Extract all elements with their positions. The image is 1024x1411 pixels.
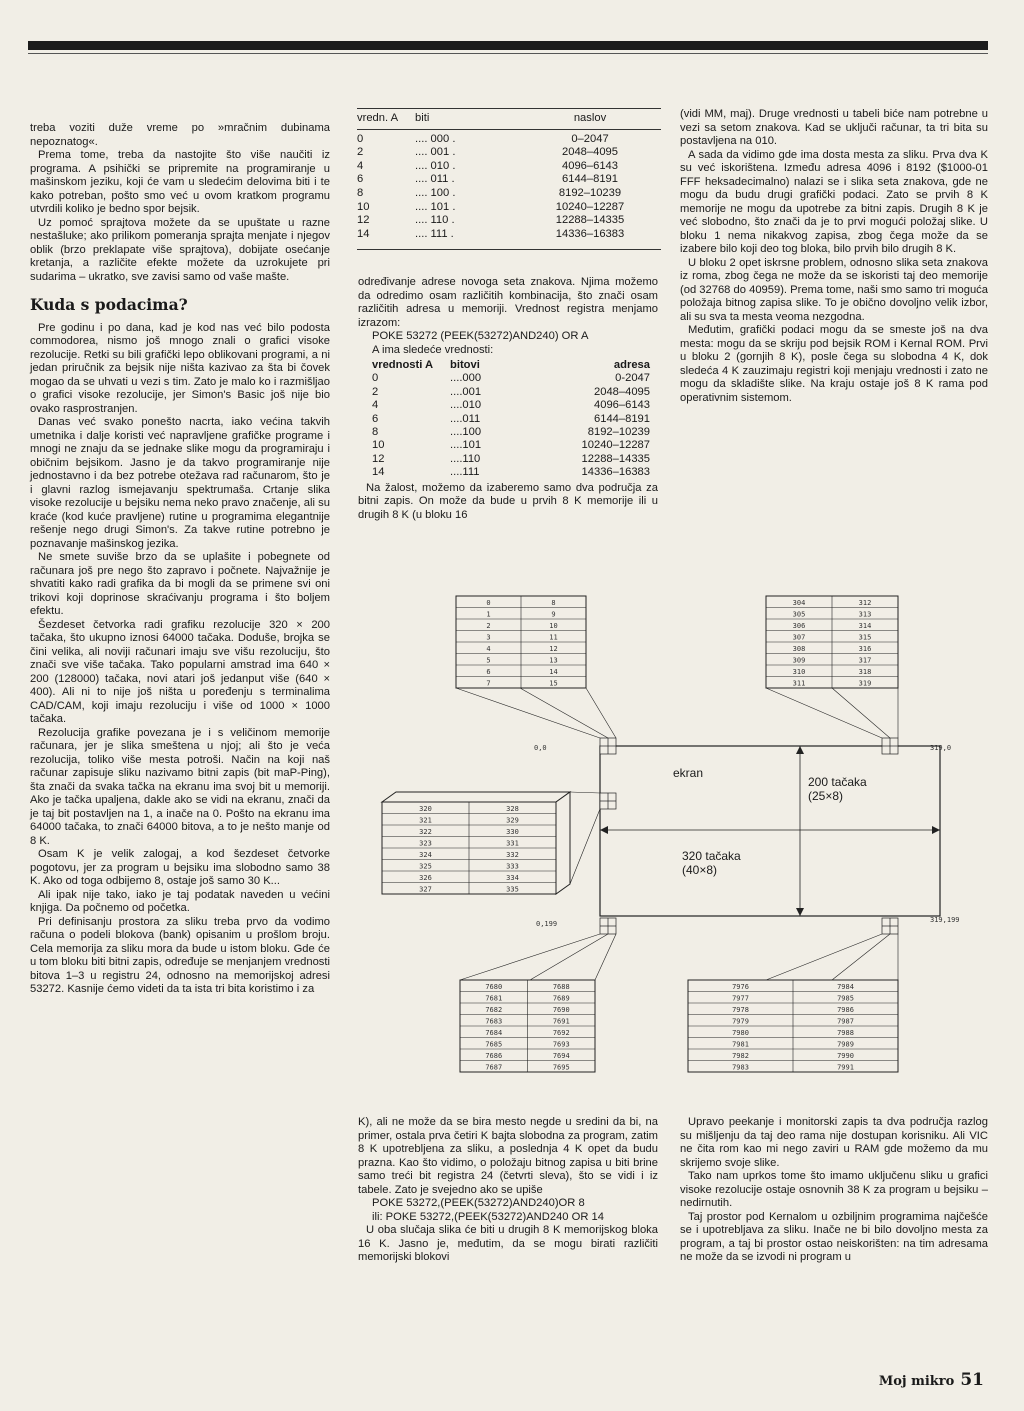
paragraph: (vidi MM, maj). Druge vrednosti u tabeli biće nam potrebne u vezi sa setom znakova. Kad se uključi računar, ta tri bita su postavljena na 010. bbox=[680, 108, 988, 147]
paragraph: Šezdeset četvorka radi grafiku rezolucije 320 × 200 tačaka, što ukupno iznosi 64000 tačaka. Doduše, brojka se čini velika, ali noviji računari imaju sve višu rezoluciju, što znači sve više tačaka. Tako popularni amstrad ima 640 × 200 (128000) tačaka, novi atari još jedanput više (640 × 400). Ali ni to nije još ništa u poređenju s terminalima CAD/CAM, koji imaju rezoluciju i više od 1000 × 1000 tačaka. bbox=[30, 618, 330, 725]
byte-address: 7684 bbox=[485, 1028, 503, 1037]
byte-address: 334 bbox=[506, 873, 519, 882]
byte-address: 7683 bbox=[485, 1017, 503, 1026]
table-row bbox=[372, 453, 662, 466]
width-label: 320 tačaka bbox=[682, 849, 741, 863]
table-cell: 0 bbox=[372, 372, 379, 385]
table-cell: 0-2047 bbox=[615, 372, 650, 385]
table-cell: 14336–16383 bbox=[555, 227, 625, 240]
table-cell: 12288–14335 bbox=[581, 452, 650, 465]
table-row bbox=[372, 426, 662, 439]
table-cell: ....010 bbox=[450, 399, 482, 412]
table-cell: ....110 bbox=[450, 452, 481, 465]
table-row bbox=[372, 466, 662, 479]
table-row bbox=[357, 146, 661, 160]
paragraph: Međutim, grafički podaci mogu da se smeste još na dva mesta: mogu da se skriju pod bejsik ROM i Kernal ROM. Prvi u bloku 2 (gornjih 8 K), posle čega su slobodna 4 K, dok sledeća 4 K zauzimaju registri koji menjaju vrednosti i zato ne mogu da skladište slike. Na kraju ostaje još 8 K rama pod operativnim sistemom. bbox=[680, 324, 988, 404]
paragraph: K), ali ne može da se bira mesto negde u sredini da bi, na primer, ostala prva četiri K bajta slobodna za program, zatim 8 K upotrebljena za sliku, a poslednja 4 K opet da budu prazna. Kao što vidimo, o položaju bitnog zapisa u biti brine samo treći bit registra 24 (četvrti sleva), što se vidi i iz tabele. Zato je svejedno ako se upiše bbox=[358, 1116, 658, 1196]
bits-address-table bbox=[357, 108, 661, 250]
table-cell: 2 bbox=[372, 385, 379, 398]
column-middle bbox=[358, 276, 658, 522]
byte-address: 7694 bbox=[552, 1051, 570, 1060]
byte-address: 316 bbox=[858, 644, 872, 653]
byte-address: 7685 bbox=[485, 1040, 503, 1049]
byte-address: 314 bbox=[858, 621, 872, 630]
byte-address: 318 bbox=[858, 667, 872, 676]
byte-address: 11 bbox=[549, 633, 558, 642]
byte-address: 1 bbox=[486, 610, 491, 619]
byte-address: 304 bbox=[792, 598, 806, 607]
byte-address: 321 bbox=[419, 816, 432, 825]
table-cell: 8 bbox=[357, 186, 364, 199]
byte-address: 7982 bbox=[732, 1051, 749, 1060]
table-cell: .... 010 . bbox=[415, 159, 456, 172]
page-footer bbox=[879, 1370, 984, 1390]
byte-address: 7689 bbox=[552, 994, 570, 1003]
table-cell: .... 101 . bbox=[415, 200, 456, 213]
byte-address: 7976 bbox=[732, 982, 749, 991]
table-cell: .... 011 . bbox=[415, 173, 455, 186]
screen-rectangle bbox=[600, 746, 940, 916]
table-cell: 8 bbox=[372, 426, 379, 439]
byte-address: 331 bbox=[506, 839, 519, 848]
byte-address: 322 bbox=[419, 827, 432, 836]
byte-address: 7985 bbox=[837, 994, 854, 1003]
byte-address: 7990 bbox=[837, 1051, 854, 1060]
byte-address: 8 bbox=[551, 598, 556, 607]
table-row bbox=[357, 201, 661, 215]
column-header: adresa bbox=[613, 359, 650, 371]
coord-top-left: 0,0 bbox=[534, 744, 547, 752]
byte-address: 307 bbox=[792, 633, 806, 642]
paragraph: U oba slučaja slika će biti u drugih 8 K memorijskog bloka 16 K. Jasno je, međutim, da se mogu birati različiti memorijski blokovi bbox=[358, 1224, 658, 1263]
table-row bbox=[372, 399, 662, 412]
coord-bottom-right: 319,199 bbox=[930, 916, 960, 924]
byte-address: 7989 bbox=[837, 1040, 854, 1049]
table-cell: ....001 bbox=[450, 385, 482, 398]
code-line: POKE 53272,(PEEK(53272)AND240)OR 8 bbox=[372, 1197, 585, 1209]
coord-bottom-left: 0,199 bbox=[536, 920, 558, 928]
byte-address: 7686 bbox=[485, 1051, 503, 1060]
byte-address: 2 bbox=[486, 621, 491, 630]
screen-label: ekran bbox=[673, 766, 704, 780]
paragraph: Danas već svako ponešto nacrta, iako većina takvih umetnika i dalje koristi već napravljene grafičke programe i mnogi ne znaju da se jednake slike mogu da programiraju i običnim bejsikom. Jasno je da takvo programiranje nije jednostavno i da bez potrebe otežava rad računarom, što je i glavni razlog ismejavanju spektrumaša. Crtanje slika visoke rezolucije u bejsiku nema neko pravo značenje, ali su kraće (kod kuće pravljene) rutine u programima elegantnije rešenje nego drugi Simon's. Za takve rutine potrebno je poznavanje mašinskog jezika. bbox=[30, 416, 330, 550]
byte-address: 4 bbox=[486, 644, 491, 653]
table-row bbox=[357, 160, 661, 174]
table-cell: ....111 bbox=[450, 466, 480, 479]
byte-address: 13 bbox=[549, 656, 558, 665]
column-left bbox=[30, 122, 330, 997]
byte-address: 7983 bbox=[732, 1063, 749, 1072]
screen-memory-diagram bbox=[370, 588, 990, 1078]
paragraph: A ima sledeće vrednosti: bbox=[372, 343, 494, 356]
table-cell: ....000 bbox=[450, 372, 482, 385]
paragraph: Rezolucija grafike povezana je i s veličinom memorije računara, jer je slika smeštena u njoj; ali što je veća rezolucija, toliko više mesta potroši. Način na koji naš računar zapisuje sliku nazivamo bitni zapis (bit maP-Ping), šta znači da svaka tačka na ekranu ima svoj bit u memoriji. Ako je tačka upaljena, dakle ako se vidi na ekranu, znači da je taj bit postavljen na 1, a inače na 0. Pošto na ekranu ima 64000 tačaka, to znači 64000 bitova, a to je nešto manje od 8 K. bbox=[30, 726, 330, 847]
table-cell: 4096–6143 bbox=[594, 399, 650, 412]
paragraph: Ne smete suviše brzo da se uplašite i pobegnete od računara još pre nego što zapravo i počnete. Najvažnije je shvatiti kako radi grafika da bi mogli da se primene svi oni trikovi koji doprinose skraćivanju programa i što boljem efektu. bbox=[30, 551, 330, 617]
byte-address: 309 bbox=[792, 656, 806, 665]
byte-address: 328 bbox=[506, 804, 519, 813]
table-bottom-rule bbox=[357, 241, 661, 250]
table-cell: .... 001 . bbox=[415, 146, 456, 159]
paragraph: određivanje adrese novoga seta znakova. Njima možemo da odredimo osam različitih kombinacija, što znači osam različitih adresa u memoriji. Vrednost registra menjamo izrazom: bbox=[358, 276, 658, 329]
byte-address: 7978 bbox=[732, 1005, 749, 1014]
values-table bbox=[372, 359, 662, 480]
column-header: vredn. A bbox=[357, 112, 399, 124]
byte-address: 327 bbox=[419, 885, 432, 894]
paragraph: U bloku 2 opet iskrsne problem, odnosno slika seta znakova iz roma, zbog čega ne može da se iskoristi taj deo memorije (od 32768 do 40959). Prema tome, naši smo samo tri moguća položaja bitnog zapisa slike. To je obično dovoljno velik izbor, ali su sva ta mesta veoma nezgodna. bbox=[680, 256, 988, 323]
byte-address: 7687 bbox=[485, 1063, 503, 1072]
paragraph: treba voziti duže vreme po »mračnim dubinama nepoznatog«. bbox=[30, 122, 330, 148]
byte-address: 14 bbox=[549, 667, 558, 676]
byte-address: 315 bbox=[858, 633, 872, 642]
byte-address: 313 bbox=[858, 610, 872, 619]
table-cell: 0 bbox=[357, 132, 364, 145]
byte-address: 7680 bbox=[485, 982, 503, 991]
table-cell: 12 bbox=[372, 452, 385, 465]
byte-address: 306 bbox=[792, 621, 806, 630]
table-cell: 6 bbox=[357, 173, 364, 186]
byte-address: 326 bbox=[419, 873, 432, 882]
table-cell: 4 bbox=[372, 399, 379, 412]
table-cell: .... 000 . bbox=[415, 132, 456, 145]
paragraph: Osam K je velik zalogaj, a kod šezdeset četvorke pogotovu, jer za program u bejsiku ima slobodno samo 38 K. Ako od toga odbijemo 8, ostaje još samo 30 K... bbox=[30, 848, 330, 887]
byte-address: 7979 bbox=[732, 1017, 749, 1026]
byte-address: 7980 bbox=[732, 1028, 749, 1037]
byte-address: 335 bbox=[506, 885, 519, 894]
table-row bbox=[357, 228, 661, 242]
section-heading: Kuda s podacima? bbox=[30, 295, 188, 314]
table-cell: 4 bbox=[357, 159, 364, 172]
byte-address: 319 bbox=[858, 679, 872, 688]
table-row bbox=[372, 439, 662, 452]
byte-address: 7688 bbox=[552, 982, 570, 991]
byte-address: 7987 bbox=[837, 1017, 854, 1026]
paragraph: Na žalost, možemo da izaberemo samo dva područja za bitni zapis. On može da bude u prvih 8 K memorije ili u drugih 8 K (u bloku 16 bbox=[358, 481, 658, 521]
byte-address: 325 bbox=[419, 862, 432, 871]
column-middle-bottom bbox=[358, 1116, 658, 1265]
table-row bbox=[357, 133, 661, 147]
byte-address: 7988 bbox=[837, 1028, 854, 1037]
byte-address: 7 bbox=[486, 679, 491, 688]
width-sublabel: (40×8) bbox=[682, 863, 718, 877]
byte-address: 332 bbox=[506, 850, 519, 859]
byte-address: 3 bbox=[486, 633, 491, 642]
table-cell: 6144–8191 bbox=[562, 173, 618, 186]
byte-address: 10 bbox=[549, 621, 558, 630]
table-row bbox=[357, 187, 661, 201]
table-cell: 10 bbox=[372, 439, 385, 452]
table-header bbox=[357, 108, 661, 130]
table-row bbox=[372, 372, 662, 385]
byte-address: 329 bbox=[506, 816, 519, 825]
byte-address: 330 bbox=[506, 827, 519, 836]
byte-address: 7693 bbox=[552, 1040, 570, 1049]
table-row bbox=[357, 173, 661, 187]
table-cell: ....101 bbox=[450, 439, 482, 452]
byte-address: 7692 bbox=[552, 1028, 570, 1037]
magazine-name: Moj mikro bbox=[878, 1374, 955, 1389]
table-cell: 6144–8191 bbox=[594, 412, 650, 425]
byte-address: 305 bbox=[792, 610, 806, 619]
byte-address: 311 bbox=[792, 679, 806, 688]
code-line: POKE 53272 (PEEK(53272)AND240) OR A bbox=[372, 330, 589, 342]
byte-address: 7681 bbox=[485, 994, 503, 1003]
table-cell: 2048–4095 bbox=[594, 385, 650, 398]
column-header: vrednosti A bbox=[372, 359, 434, 371]
table-cell: 0–2047 bbox=[571, 132, 609, 145]
table-header bbox=[372, 359, 662, 372]
paragraph: Prema tome, treba da nastojite što više naučiti iz programa. A psihički se pripremite na programiranje u mašinskom jeziku, koji će vam u sledećim delovima biti i te kako potreban, pošto smo već u ovom kratkom programu utvrdili koliko je bedno spor bejsik. bbox=[30, 149, 330, 215]
byte-address: 312 bbox=[858, 598, 872, 607]
byte-address: 5 bbox=[486, 656, 491, 665]
byte-address: 15 bbox=[549, 679, 558, 688]
table-cell: 14 bbox=[372, 466, 385, 479]
byte-address: 7981 bbox=[732, 1040, 749, 1049]
table-cell: 10240–12287 bbox=[581, 439, 650, 452]
byte-address: 7986 bbox=[837, 1005, 854, 1014]
table-cell: ....011 bbox=[450, 412, 481, 425]
byte-address: 310 bbox=[792, 667, 806, 676]
height-sublabel: (25×8) bbox=[808, 789, 844, 803]
paragraph: Uz pomoć sprajtova možete da se upuštate u razne nestašluke; ako prilikom pomeranja sprajta menjate i njegov oblik (brzo preklapate više sprajtova), dobijate osećanje kretanja, a različite efekte možete da uzrokujete pri sudarima – ukratko, sve zavisi samo od vaše mašte. bbox=[30, 216, 330, 283]
paragraph: Tako nam uprkos tome što imamo uključenu sliku u grafici visoke rezolucije ostaje osnovnih 38 K za program u bejsiku – nedirnutih. bbox=[680, 1170, 988, 1209]
paragraph: Pri definisanju prostora za sliku treba prvo da vodimo računa o podeli blokova (bank) opisanim u prošlom broju. Cela memorija za sliku mora da bude u istom bloku. Gde će u tom bloku biti bitni zapis, određuje se menjanjem vrednosti bitova 1–3 u registru 24, odnosno na memorijskoj adresi 53272. Kasnije ćemo videti da ta ista tri bita koristimo i za bbox=[30, 915, 330, 995]
coord-top-right: 319,0 bbox=[930, 744, 952, 752]
table-row bbox=[372, 413, 662, 426]
table-cell: 4096–6143 bbox=[562, 159, 618, 172]
column-header: biti bbox=[415, 112, 430, 124]
table-cell: 6 bbox=[372, 412, 379, 425]
table-cell: 14336–16383 bbox=[581, 466, 650, 479]
table-cell: 12 bbox=[357, 214, 370, 227]
column-header: naslov bbox=[573, 112, 607, 124]
byte-address: 7977 bbox=[732, 994, 749, 1003]
table-cell: 2 bbox=[357, 146, 364, 159]
byte-address: 7695 bbox=[552, 1063, 570, 1072]
table-cell: ....100 bbox=[450, 426, 482, 439]
header-rule bbox=[28, 41, 988, 50]
byte-address: 12 bbox=[549, 644, 558, 653]
table-cell: 12288–14335 bbox=[555, 214, 625, 227]
header-thin-rule bbox=[28, 53, 988, 54]
table-cell: 2048–4095 bbox=[562, 146, 618, 159]
table-cell: 14 bbox=[357, 227, 370, 240]
paragraph: Ali ipak nije tako, iako je taj podatak naveden u većini knjiga. Da počnemo od početka. bbox=[30, 888, 330, 914]
column-right-bottom bbox=[680, 1116, 988, 1265]
byte-address: 0 bbox=[486, 598, 491, 607]
byte-address: 308 bbox=[792, 644, 806, 653]
byte-address: 7991 bbox=[837, 1063, 854, 1072]
byte-address: 9 bbox=[551, 610, 556, 619]
table-cell: .... 111 . bbox=[415, 227, 454, 240]
code-line: ili: POKE 53272,(PEEK(53272)AND240 OR 14 bbox=[372, 1210, 604, 1223]
column-right bbox=[680, 108, 988, 405]
byte-address: 6 bbox=[486, 667, 491, 676]
table-cell: 10240–12287 bbox=[555, 200, 625, 213]
byte-address: 323 bbox=[419, 839, 432, 848]
byte-address: 7691 bbox=[552, 1017, 570, 1026]
paragraph: Pre godinu i po dana, kad je kod nas već bilo podosta commodorea, nismo još mnogo znali o grafici visoke rezolucije. Retki su bili grafički lepo oblikovani programi, a ni jedan priručnik za bejsik nije ništa kazivao za šta bi čovek mogao da se uhvati u vezi s tim. Zato je malo ko i razmišljao o grafici visoke rezolucije, jer Simon's Basic još nije bio ovako rasprostranjen. bbox=[30, 321, 330, 415]
table-row bbox=[372, 386, 662, 399]
height-label: 200 tačaka bbox=[808, 775, 867, 789]
paragraph: Upravo peekanje i monitorski zapis ta dva područja razlog su mišljenju da taj deo rama nije dostupan korisniku. Ali VIC ne čita rom kao mi nego zaviri u RAM gde možemo da mu skrijemo svoje slike. bbox=[680, 1116, 988, 1169]
byte-address: 320 bbox=[419, 804, 432, 813]
table-cell: 10 bbox=[357, 200, 370, 213]
table-cell: .... 110 . bbox=[415, 214, 455, 227]
table-cell: 8192–10239 bbox=[558, 186, 622, 199]
table-cell: 8192–10239 bbox=[587, 426, 650, 439]
byte-address: 7690 bbox=[552, 1005, 570, 1014]
paragraph: A sada da vidimo gde ima dosta mesta za sliku. Prva dva K su već iskorištena. Između adresa 4096 i 8192 ($1000-01 FFF heksadecimalno) nalazi se i slika seta znakova, gde ne mogu da budu drugi grafički podaci. Zato se prvih 8 K memorije ne mogu da upotrebe za bitni zapis. Drugih 8 K je već slobodno, što znači da je to prvi mogući položaj slike. U bloku 1 nema nikakvog zapisa, zbog čega može da se izabere bilo koji deo tog bloka, bilo prvih bilo drugih 8 K. bbox=[680, 148, 988, 255]
column-header: bitovi bbox=[450, 359, 480, 371]
byte-address: 317 bbox=[858, 656, 872, 665]
byte-address: 7682 bbox=[485, 1005, 503, 1014]
byte-address: 7984 bbox=[837, 982, 854, 991]
byte-address: 324 bbox=[419, 850, 432, 859]
table-row bbox=[357, 214, 661, 228]
table-cell: .... 100 . bbox=[415, 186, 456, 199]
paragraph: Taj prostor pod Kernalom u ozbiljnim programima najčešće se i upotrebljava za sliku. Inače ne bi bilo dovoljno mesta za program, a taj bi prostor ostao neiskorišten: na tim adresama ne može da se izvodi ni program u bbox=[680, 1210, 988, 1263]
page-number: 51 bbox=[960, 1370, 984, 1390]
byte-address: 333 bbox=[506, 862, 519, 871]
